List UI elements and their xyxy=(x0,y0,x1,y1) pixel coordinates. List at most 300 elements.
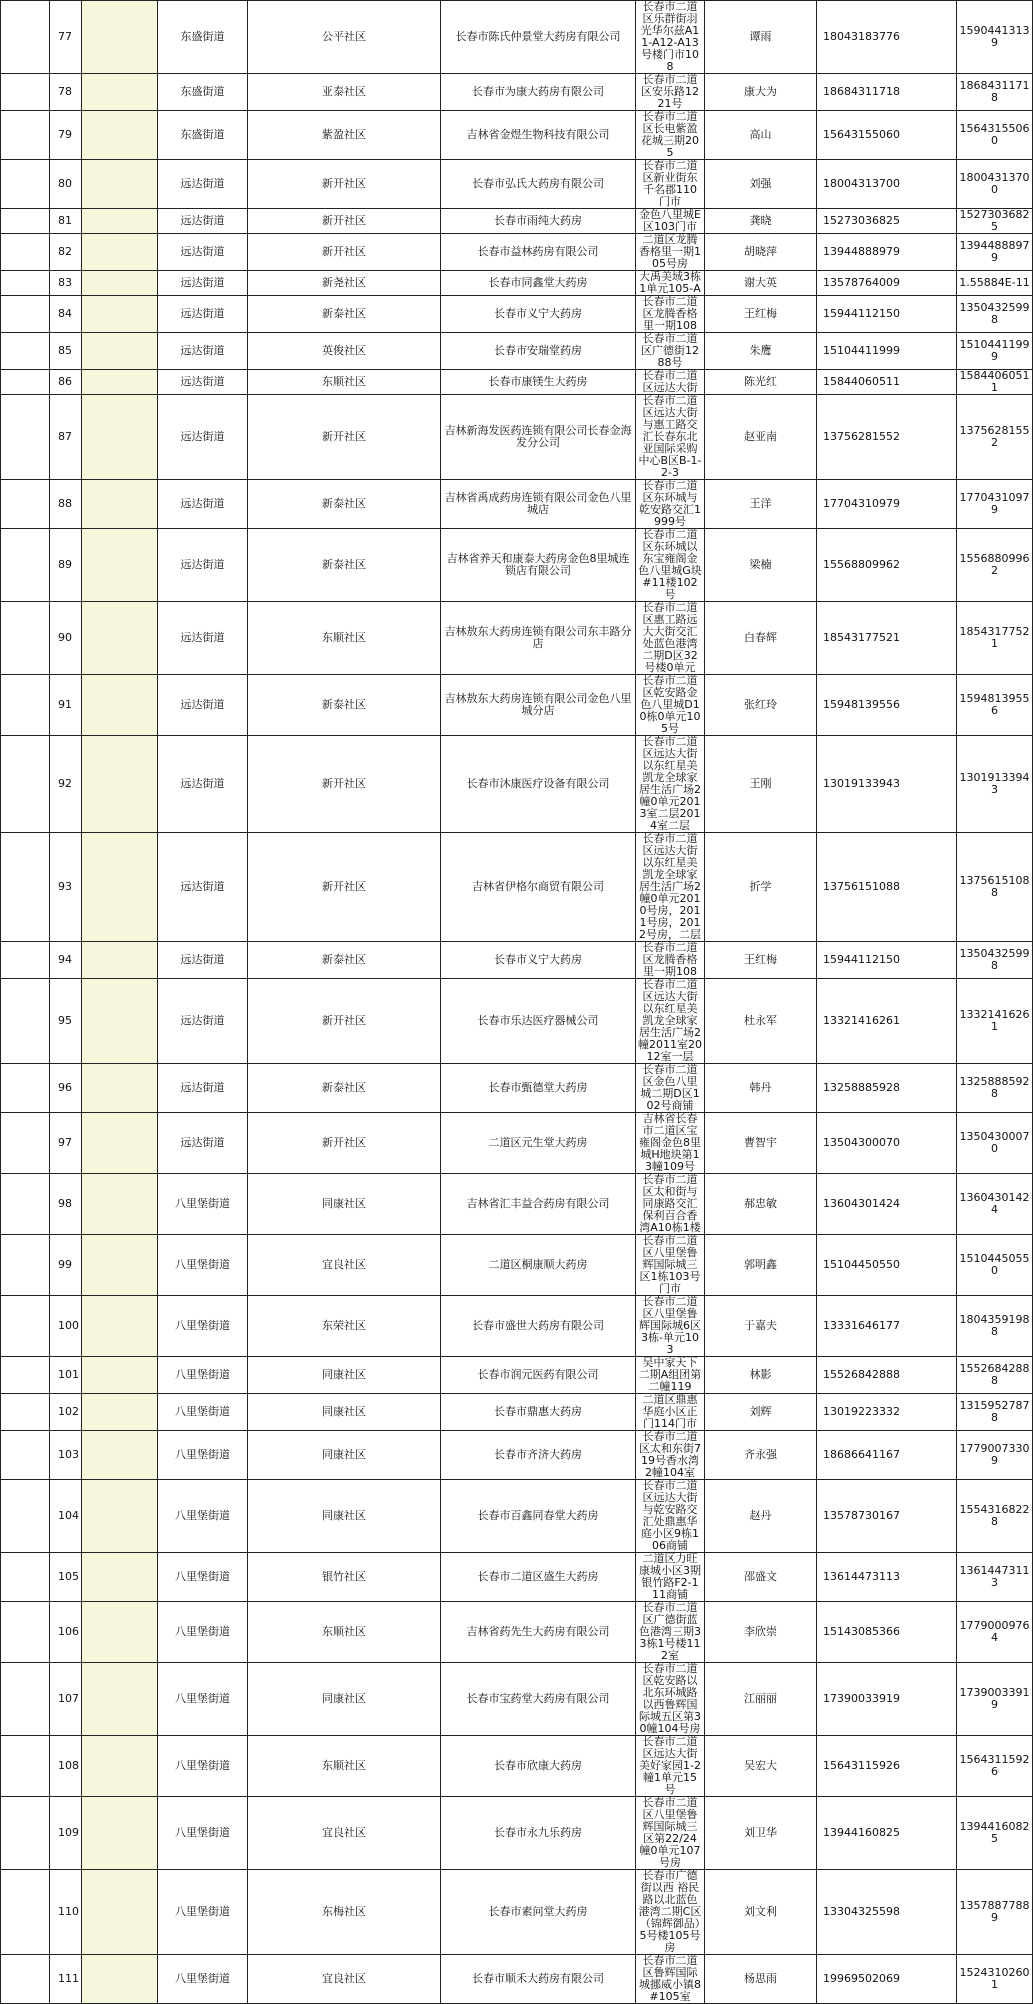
mobile-cell: 13504325998 xyxy=(957,296,1033,333)
community-cell: 亚泰社区 xyxy=(248,74,441,111)
blank-cell xyxy=(82,271,158,296)
table-row xyxy=(1,1,1033,74)
row-number: 91 xyxy=(50,675,82,736)
blank-cell xyxy=(82,1480,158,1553)
community-cell: 新开社区 xyxy=(248,736,441,833)
street-cell: 远达街道 xyxy=(158,675,248,736)
phone-cell: 18043183776 xyxy=(817,1,957,74)
table-row xyxy=(1,942,1033,979)
store-name-cell: 长春市陈氏仲景堂大药房有限公司 xyxy=(441,1,636,74)
address-cell: 长春市二道区东环城与乾安路交汇1999号 xyxy=(636,480,705,529)
contact-cell: 梁楠 xyxy=(705,529,817,602)
address-cell: 长春市广德街以西 裕民路以北蓝色港湾二期C区（锦辉御品）5号楼105号房 xyxy=(636,1870,705,1955)
blank-cell xyxy=(1,111,50,160)
mobile-cell: 15104450550 xyxy=(957,1235,1033,1296)
street-cell: 八里堡街道 xyxy=(158,1870,248,1955)
blank-cell xyxy=(82,1602,158,1663)
mobile-cell: 13944888979 xyxy=(957,234,1033,271)
blank-cell xyxy=(82,1113,158,1174)
blank-cell xyxy=(82,979,158,1064)
store-name-cell: 长春市永九乐药房 xyxy=(441,1797,636,1870)
store-name-cell: 长春市益林药房有限公司 xyxy=(441,234,636,271)
row-number: 100 xyxy=(50,1296,82,1357)
blank-cell xyxy=(1,1296,50,1357)
contact-cell: 郭明鑫 xyxy=(705,1235,817,1296)
contact-cell: 陈光红 xyxy=(705,370,817,395)
street-cell: 远达街道 xyxy=(158,1064,248,1113)
mobile-cell: 13944160825 xyxy=(957,1797,1033,1870)
mobile-cell: 13614473113 xyxy=(957,1553,1033,1602)
mobile-cell: 13019133943 xyxy=(957,736,1033,833)
blank-cell xyxy=(82,529,158,602)
mobile-cell: 15844060511 xyxy=(957,370,1033,395)
mobile-cell: 13321416261 xyxy=(957,979,1033,1064)
blank-cell xyxy=(1,370,50,395)
store-name-cell: 长春市甄德堂大药房 xyxy=(441,1064,636,1113)
community-cell: 公平社区 xyxy=(248,1,441,74)
mobile-cell: 13504300070 xyxy=(957,1113,1033,1174)
store-name-cell: 长春市顺禾大药房有限公司 xyxy=(441,1955,636,2004)
street-cell: 八里堡街道 xyxy=(158,1174,248,1235)
community-cell: 同康社区 xyxy=(248,1174,441,1235)
table-row xyxy=(1,1235,1033,1296)
address-cell: 长春市二道区龙腾香格里一期108 xyxy=(636,296,705,333)
blank-cell xyxy=(1,74,50,111)
community-cell: 同康社区 xyxy=(248,1480,441,1553)
blank-cell xyxy=(1,1431,50,1480)
table-row xyxy=(1,160,1033,209)
blank-cell xyxy=(82,1870,158,1955)
street-cell: 远达街道 xyxy=(158,979,248,1064)
address-cell: 长春市二道区乐群街羽光华尔兹A11-A12-A13号楼门市108 xyxy=(636,1,705,74)
store-name-cell: 长春市鼎惠大药房 xyxy=(441,1394,636,1431)
blank-cell xyxy=(82,942,158,979)
store-name-cell: 吉林敖东大药房连锁有限公司东丰路分店 xyxy=(441,602,636,675)
row-number: 98 xyxy=(50,1174,82,1235)
mobile-cell: 18043591988 xyxy=(957,1296,1033,1357)
contact-cell: 赵丹 xyxy=(705,1480,817,1553)
phone-cell: 18684311718 xyxy=(817,74,957,111)
phone-cell: 13019133943 xyxy=(817,736,957,833)
community-cell: 新开社区 xyxy=(248,833,441,942)
blank-cell xyxy=(1,1064,50,1113)
contact-cell: 龚晓 xyxy=(705,209,817,234)
row-number: 109 xyxy=(50,1797,82,1870)
street-cell: 远达街道 xyxy=(158,480,248,529)
mobile-cell: 15948139556 xyxy=(957,675,1033,736)
store-name-cell: 长春市百鑫同春堂大药房 xyxy=(441,1480,636,1553)
phone-cell: 18686641167 xyxy=(817,1431,957,1480)
community-cell: 新开社区 xyxy=(248,234,441,271)
blank-cell xyxy=(1,833,50,942)
community-cell: 东梅社区 xyxy=(248,1870,441,1955)
row-number: 81 xyxy=(50,209,82,234)
store-name-cell: 长春市盛世大药房有限公司 xyxy=(441,1296,636,1357)
blank-cell xyxy=(82,602,158,675)
row-number: 102 xyxy=(50,1394,82,1431)
address-cell: 长春市二道区广德街蓝色港湾三期33栋1号楼112室 xyxy=(636,1602,705,1663)
row-number: 88 xyxy=(50,480,82,529)
community-cell: 同康社区 xyxy=(248,1357,441,1394)
community-cell: 新尧社区 xyxy=(248,271,441,296)
mobile-cell: 13604301424 xyxy=(957,1174,1033,1235)
contact-cell: 刘强 xyxy=(705,160,817,209)
mobile-cell: 15568809962 xyxy=(957,529,1033,602)
contact-cell: 吴宏大 xyxy=(705,1736,817,1797)
blank-cell xyxy=(82,370,158,395)
store-name-cell: 长春市宝药堂大药房有限公司 xyxy=(441,1663,636,1736)
store-name-cell: 吉林省汇丰益合药房有限公司 xyxy=(441,1174,636,1235)
row-number: 85 xyxy=(50,333,82,370)
table-row xyxy=(1,1870,1033,1955)
address-cell: 长春市二道区远达大街以东红星美凯龙全球家居生活广场2幢0单元2013室二层2014室二层 xyxy=(636,736,705,833)
community-cell: 宜良社区 xyxy=(248,1235,441,1296)
contact-cell: 王刚 xyxy=(705,736,817,833)
blank-cell xyxy=(1,1797,50,1870)
contact-cell: 杨思雨 xyxy=(705,1955,817,2004)
blank-cell xyxy=(82,1431,158,1480)
contact-cell: 高山 xyxy=(705,111,817,160)
row-number: 86 xyxy=(50,370,82,395)
phone-cell: 15948139556 xyxy=(817,675,957,736)
blank-cell xyxy=(1,1553,50,1602)
table-row xyxy=(1,1797,1033,1870)
mobile-cell: 13756151088 xyxy=(957,833,1033,942)
blank-cell xyxy=(82,675,158,736)
blank-cell xyxy=(1,1736,50,1797)
contact-cell: 王洋 xyxy=(705,480,817,529)
mobile-cell: 15643155060 xyxy=(957,111,1033,160)
table-row xyxy=(1,979,1033,1064)
address-cell: 长春市二道区远达大街与乾安路交汇处鼎惠华庭小区9栋106商铺 xyxy=(636,1480,705,1553)
row-number: 79 xyxy=(50,111,82,160)
address-cell: 长春市二道区金色八里城二期D区102号商铺 xyxy=(636,1064,705,1113)
blank-cell xyxy=(82,1064,158,1113)
row-number: 80 xyxy=(50,160,82,209)
store-name-cell: 二道区桐康顺大药房 xyxy=(441,1235,636,1296)
table-row xyxy=(1,1480,1033,1553)
contact-cell: 林影 xyxy=(705,1357,817,1394)
contact-cell: 谭雨 xyxy=(705,1,817,74)
table-row xyxy=(1,1663,1033,1736)
table-row xyxy=(1,480,1033,529)
community-cell: 新泰社区 xyxy=(248,529,441,602)
row-number: 77 xyxy=(50,1,82,74)
row-number: 83 xyxy=(50,271,82,296)
mobile-cell: 17790073309 xyxy=(957,1431,1033,1480)
community-cell: 新开社区 xyxy=(248,160,441,209)
blank-cell xyxy=(1,296,50,333)
store-name-cell: 长春市齐济大药房 xyxy=(441,1431,636,1480)
phone-cell: 15568809962 xyxy=(817,529,957,602)
contact-cell: 胡晓萍 xyxy=(705,234,817,271)
blank-cell xyxy=(82,833,158,942)
community-cell: 同康社区 xyxy=(248,1431,441,1480)
blank-cell xyxy=(1,1394,50,1431)
phone-cell: 15104450550 xyxy=(817,1235,957,1296)
phone-cell: 15143085366 xyxy=(817,1602,957,1663)
street-cell: 八里堡街道 xyxy=(158,1736,248,1797)
blank-cell xyxy=(82,1797,158,1870)
contact-cell: 邵盛文 xyxy=(705,1553,817,1602)
address-cell: 长春市二道区远达大街以东红星美凯龙全球家居生活广场2幢0单元2010号房，2011号房，2012号房，二层 xyxy=(636,833,705,942)
community-cell: 新开社区 xyxy=(248,979,441,1064)
contact-cell: 王红梅 xyxy=(705,942,817,979)
street-cell: 八里堡街道 xyxy=(158,1663,248,1736)
row-number: 101 xyxy=(50,1357,82,1394)
row-number: 105 xyxy=(50,1553,82,1602)
street-cell: 远达街道 xyxy=(158,271,248,296)
blank-cell xyxy=(1,1602,50,1663)
store-name-cell: 长春市雨纯大药房 xyxy=(441,209,636,234)
community-cell: 新泰社区 xyxy=(248,480,441,529)
phone-cell: 13614473113 xyxy=(817,1553,957,1602)
community-cell: 新开社区 xyxy=(248,395,441,480)
table-row xyxy=(1,529,1033,602)
blank-cell xyxy=(1,1235,50,1296)
phone-cell: 13258885928 xyxy=(817,1064,957,1113)
phone-cell: 15643155060 xyxy=(817,111,957,160)
table-row xyxy=(1,1431,1033,1480)
store-name-cell: 吉林省金煜生物科技有限公司 xyxy=(441,111,636,160)
community-cell: 东顺社区 xyxy=(248,370,441,395)
phone-cell: 13331646177 xyxy=(817,1296,957,1357)
phone-cell: 15273036825 xyxy=(817,209,957,234)
address-cell: 吉林省长春市二道区宝雍阁金色8里城H地块第13幢109号 xyxy=(636,1113,705,1174)
blank-cell xyxy=(82,333,158,370)
phone-cell: 15643115926 xyxy=(817,1736,957,1797)
row-number: 93 xyxy=(50,833,82,942)
store-name-cell: 吉林省药先生大药房有限公司 xyxy=(441,1602,636,1663)
street-cell: 八里堡街道 xyxy=(158,1553,248,1602)
blank-cell xyxy=(82,395,158,480)
address-cell: 长春市二道区乾安路金色八里城D10栋0单元105号 xyxy=(636,675,705,736)
address-cell: 二道区力旺康城小区3期银竹路F2-111商铺 xyxy=(636,1553,705,1602)
address-cell: 长春市二道区鲁辉国际城挪威小镇8#105室 xyxy=(636,1955,705,2004)
phone-cell: 13578730167 xyxy=(817,1480,957,1553)
phone-cell: 15104411999 xyxy=(817,333,957,370)
blank-cell xyxy=(82,1235,158,1296)
mobile-cell: 13159527878 xyxy=(957,1394,1033,1431)
phone-cell: 13321416261 xyxy=(817,979,957,1064)
community-cell: 新开社区 xyxy=(248,209,441,234)
blank-cell xyxy=(82,296,158,333)
phone-cell: 15944112150 xyxy=(817,296,957,333)
store-name-cell: 吉林省伊格尔商贸有限公司 xyxy=(441,833,636,942)
address-cell: 长春市二道区远达大街与惠工路交汇长春东北亚国际采购中心B区B-1-2-3 xyxy=(636,395,705,480)
blank-cell xyxy=(1,675,50,736)
store-name-cell: 长春市同鑫堂大药房 xyxy=(441,271,636,296)
contact-cell: 江丽丽 xyxy=(705,1663,817,1736)
mobile-cell: 17790009764 xyxy=(957,1602,1033,1663)
blank-cell xyxy=(1,979,50,1064)
street-cell: 远达街道 xyxy=(158,333,248,370)
row-number: 107 xyxy=(50,1663,82,1736)
address-cell: 大禹美域3栋1单元105-A xyxy=(636,271,705,296)
mobile-cell: 18684311718 xyxy=(957,74,1033,111)
mobile-cell: 15273036825 xyxy=(957,209,1033,234)
contact-cell: 郝忠敏 xyxy=(705,1174,817,1235)
street-cell: 八里堡街道 xyxy=(158,1296,248,1357)
table-row xyxy=(1,1955,1033,2004)
row-number: 111 xyxy=(50,1955,82,2004)
table-row xyxy=(1,1064,1033,1113)
address-cell: 长春市二道区太和街与同康路交汇保利百合香湾A10栋1楼 xyxy=(636,1174,705,1235)
store-name-cell: 吉林新海发医药连锁有限公司长春金海发分公司 xyxy=(441,395,636,480)
table-row xyxy=(1,1296,1033,1357)
blank-cell xyxy=(1,602,50,675)
community-cell: 银竹社区 xyxy=(248,1553,441,1602)
address-cell: 长春市二道区惠工路远大大街交汇处蓝色港湾二期D区32号楼0单元 xyxy=(636,602,705,675)
row-number: 110 xyxy=(50,1870,82,1955)
table-row xyxy=(1,370,1033,395)
contact-cell: 刘卫华 xyxy=(705,1797,817,1870)
phone-cell: 17704310979 xyxy=(817,480,957,529)
blank-cell xyxy=(1,395,50,480)
street-cell: 远达街道 xyxy=(158,395,248,480)
mobile-cell: 15526842888 xyxy=(957,1357,1033,1394)
street-cell: 远达街道 xyxy=(158,942,248,979)
blank-cell xyxy=(1,1113,50,1174)
blank-cell xyxy=(1,942,50,979)
row-number: 96 xyxy=(50,1064,82,1113)
store-name-cell: 长春市弘氏大药房有限公司 xyxy=(441,160,636,209)
phone-cell: 15526842888 xyxy=(817,1357,957,1394)
blank-cell xyxy=(82,234,158,271)
street-cell: 八里堡街道 xyxy=(158,1357,248,1394)
table-row xyxy=(1,675,1033,736)
phone-cell: 13504300070 xyxy=(817,1113,957,1174)
blank-cell xyxy=(82,209,158,234)
street-cell: 八里堡街道 xyxy=(158,1480,248,1553)
mobile-cell: 15643115926 xyxy=(957,1736,1033,1797)
mobile-cell: 13258885928 xyxy=(957,1064,1033,1113)
mobile-cell: 13504325998 xyxy=(957,942,1033,979)
community-cell: 东顺社区 xyxy=(248,1736,441,1797)
table-row xyxy=(1,1357,1033,1394)
blank-cell xyxy=(1,160,50,209)
address-cell: 长春市二道区太和东街719号香水湾2幢104室 xyxy=(636,1431,705,1480)
store-name-cell: 吉林省养天和康泰大药房金色8里城连锁店有限公司 xyxy=(441,529,636,602)
blank-cell xyxy=(1,1870,50,1955)
blank-cell xyxy=(82,1736,158,1797)
contact-cell: 白春辉 xyxy=(705,602,817,675)
contact-cell: 韩丹 xyxy=(705,1064,817,1113)
community-cell: 英俊社区 xyxy=(248,333,441,370)
phone-cell: 15844060511 xyxy=(817,370,957,395)
row-number: 92 xyxy=(50,736,82,833)
row-number: 108 xyxy=(50,1736,82,1797)
community-cell: 同康社区 xyxy=(248,1663,441,1736)
mobile-cell: 15543168228 xyxy=(957,1480,1033,1553)
contact-cell: 刘文利 xyxy=(705,1870,817,1955)
table-row xyxy=(1,271,1033,296)
community-cell: 宜良社区 xyxy=(248,1955,441,2004)
mobile-cell: 17390033919 xyxy=(957,1663,1033,1736)
row-number: 78 xyxy=(50,74,82,111)
street-cell: 远达街道 xyxy=(158,736,248,833)
community-cell: 新泰社区 xyxy=(248,1064,441,1113)
address-cell: 二道区鼎惠华庭小区正门114门市 xyxy=(636,1394,705,1431)
table-row xyxy=(1,111,1033,160)
table-row xyxy=(1,1113,1033,1174)
phone-cell: 13944888979 xyxy=(817,234,957,271)
store-name-cell: 长春市安瑞堂药房 xyxy=(441,333,636,370)
street-cell: 远达街道 xyxy=(158,602,248,675)
community-cell: 东荣社区 xyxy=(248,1296,441,1357)
address-cell: 长春市二道区广德街1288号 xyxy=(636,333,705,370)
blank-cell xyxy=(82,1955,158,2004)
row-number: 82 xyxy=(50,234,82,271)
address-cell: 长春市二道区东环城以东宝雍阁金色八里城G块#11楼102号 xyxy=(636,529,705,602)
community-cell: 东顺社区 xyxy=(248,1602,441,1663)
community-cell: 宜良社区 xyxy=(248,1797,441,1870)
table-row xyxy=(1,74,1033,111)
street-cell: 八里堡街道 xyxy=(158,1431,248,1480)
mobile-cell: 17704310979 xyxy=(957,480,1033,529)
blank-cell xyxy=(1,234,50,271)
mobile-cell: 13578877889 xyxy=(957,1870,1033,1955)
street-cell: 东盛街道 xyxy=(158,1,248,74)
address-cell: 长春市二道区长电紫盈花城三期205 xyxy=(636,111,705,160)
row-number: 95 xyxy=(50,979,82,1064)
contact-cell: 张红玲 xyxy=(705,675,817,736)
street-cell: 东盛街道 xyxy=(158,74,248,111)
contact-cell: 刘辉 xyxy=(705,1394,817,1431)
address-cell: 长春市二道区新业街东千名郡110门市 xyxy=(636,160,705,209)
community-cell: 东顺社区 xyxy=(248,602,441,675)
contact-cell: 杜永军 xyxy=(705,979,817,1064)
row-number: 99 xyxy=(50,1235,82,1296)
table-row xyxy=(1,602,1033,675)
address-cell: 长春市二道区远达大街美好家园1-2幢1单元15号 xyxy=(636,1736,705,1797)
phone-cell: 13756281552 xyxy=(817,395,957,480)
mobile-cell: 15243102601 xyxy=(957,1955,1033,2004)
blank-cell xyxy=(1,333,50,370)
table-row xyxy=(1,395,1033,480)
blank-cell xyxy=(82,1553,158,1602)
row-number: 90 xyxy=(50,602,82,675)
contact-cell: 李欣崇 xyxy=(705,1602,817,1663)
row-number: 97 xyxy=(50,1113,82,1174)
blank-cell xyxy=(1,1,50,74)
blank-cell xyxy=(1,1480,50,1553)
street-cell: 八里堡街道 xyxy=(158,1602,248,1663)
blank-cell xyxy=(1,271,50,296)
phone-cell: 13756151088 xyxy=(817,833,957,942)
store-name-cell: 长春市康镁生大药房 xyxy=(441,370,636,395)
store-name-cell: 长春市为康大药房有限公司 xyxy=(441,74,636,111)
address-cell: 金色八里城E区103门市 xyxy=(636,209,705,234)
community-cell: 新泰社区 xyxy=(248,675,441,736)
store-name-cell: 长春市沐康医疗设备有限公司 xyxy=(441,736,636,833)
table-row xyxy=(1,1553,1033,1602)
community-cell: 新开社区 xyxy=(248,1113,441,1174)
community-cell: 新泰社区 xyxy=(248,942,441,979)
phone-cell: 13604301424 xyxy=(817,1174,957,1235)
contact-cell: 折学 xyxy=(705,833,817,942)
table-row xyxy=(1,1174,1033,1235)
row-number: 106 xyxy=(50,1602,82,1663)
address-cell: 吴中家天下二期A组团第二幢119 xyxy=(636,1357,705,1394)
blank-cell xyxy=(82,1663,158,1736)
street-cell: 八里堡街道 xyxy=(158,1797,248,1870)
contact-cell: 康大为 xyxy=(705,74,817,111)
table-row xyxy=(1,833,1033,942)
blank-cell xyxy=(82,1357,158,1394)
table-row xyxy=(1,234,1033,271)
address-cell: 长春市二道区八里堡鲁辉国际城三区第22/24幢0单元107号房 xyxy=(636,1797,705,1870)
